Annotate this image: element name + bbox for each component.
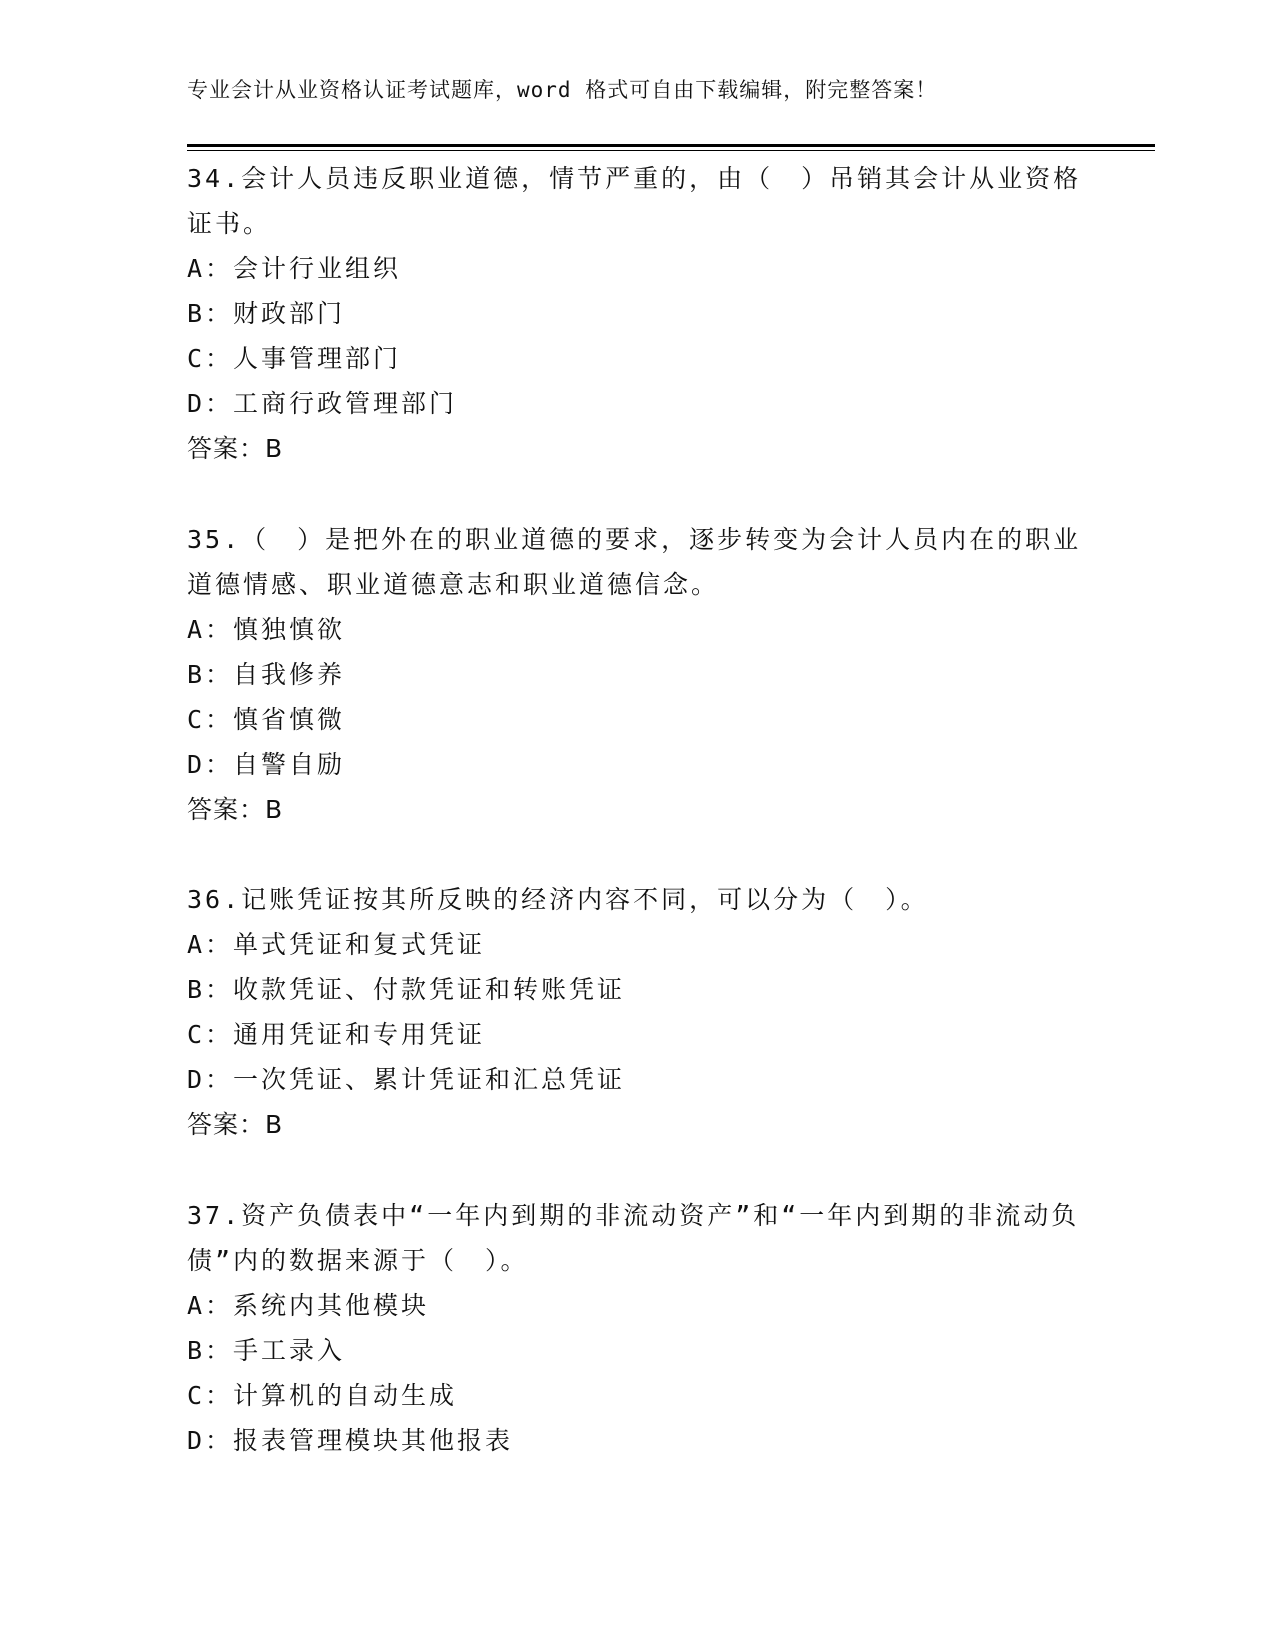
question-stem: 37.资产负债表中“一年内到期的非流动资产”和“一年内到期的非流动负债”内的数据来源于（ ）。 <box>187 1201 1080 1275</box>
option-d: D：工商行政管理部门 <box>187 389 458 418</box>
header-rule-thick <box>187 144 1155 147</box>
option-a: A：慎独慎欲 <box>187 615 346 644</box>
option-c: C：慎省慎微 <box>187 705 346 734</box>
option-d: D：自警自励 <box>187 750 346 779</box>
option-a: A：系统内其他模块 <box>187 1291 430 1320</box>
answer: 答案：B <box>187 1110 284 1139</box>
option-b: B：手工录入 <box>187 1336 346 1365</box>
question-stem: 35.（ ）是把外在的职业道德的要求，逐步转变为会计人员内在的职业道德情感、职业道德意志和职业道德信念。 <box>187 525 1082 599</box>
option-a: A：会计行业组织 <box>187 254 402 283</box>
option-c: C：人事管理部门 <box>187 344 402 373</box>
answer: 答案：B <box>187 795 284 824</box>
option-d: D：一次凭证、累计凭证和汇总凭证 <box>187 1065 626 1094</box>
page-header: 专业会计从业资格认证考试题库，word 格式可自由下载编辑，附完整答案！ <box>187 78 938 102</box>
option-b: B：收款凭证、付款凭证和转账凭证 <box>187 975 626 1004</box>
option-c: C：通用凭证和专用凭证 <box>187 1020 486 1049</box>
option-a: A：单式凭证和复式凭证 <box>187 930 486 959</box>
question-stem: 34.会计人员违反职业道德，情节严重的，由（ ）吊销其会计从业资格证书。 <box>187 164 1082 238</box>
option-d: D：报表管理模块其他报表 <box>187 1426 514 1455</box>
option-b: B：自我修养 <box>187 660 346 689</box>
question-35 <box>187 517 1087 832</box>
option-c: C：计算机的自动生成 <box>187 1381 458 1410</box>
option-b: B：财政部门 <box>187 299 346 328</box>
question-34 <box>187 156 1087 471</box>
header-rule-thin <box>187 150 1155 151</box>
question-37 <box>187 1193 1087 1463</box>
question-stem: 36.记账凭证按其所反映的经济内容不同，可以分为（ ）。 <box>187 885 929 914</box>
answer: 答案：B <box>187 434 284 463</box>
question-36 <box>187 877 1087 1147</box>
